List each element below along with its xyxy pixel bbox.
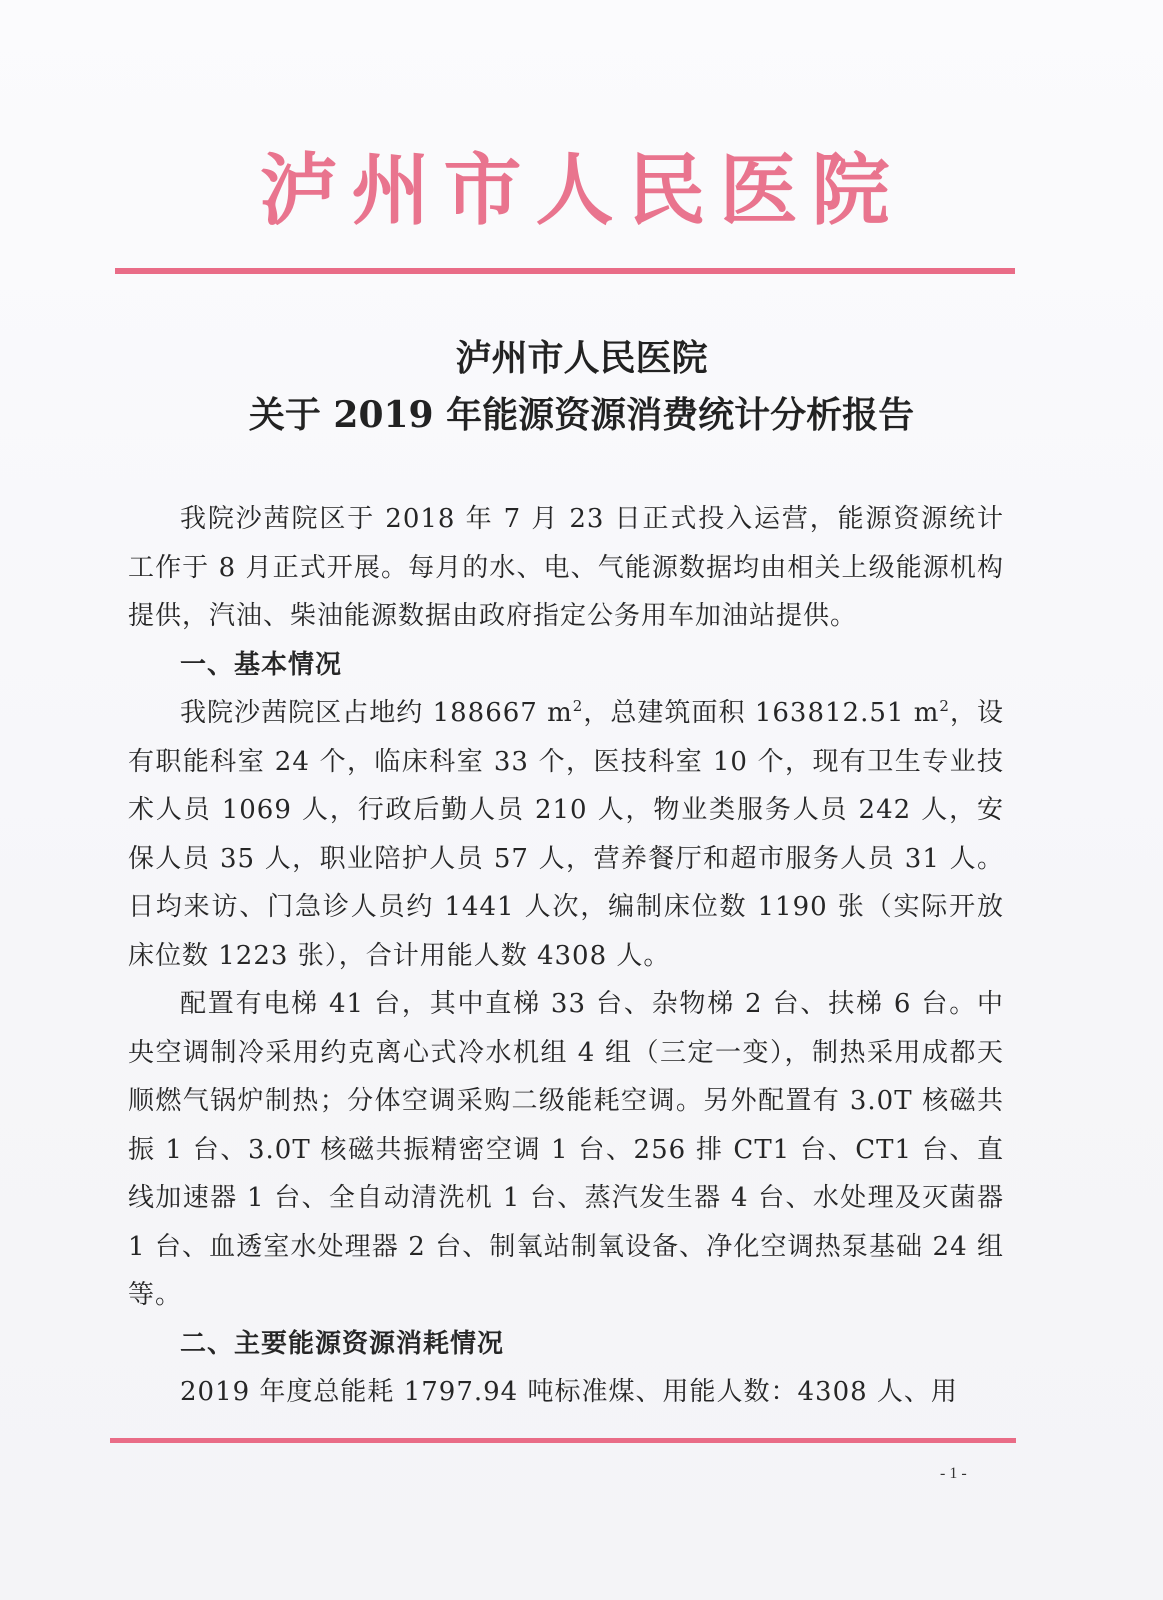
intro-paragraph: 我院沙茜院区于 2018 年 7 月 23 日正式投入运营，能源资源统计工作于 8 月正式开展。每月的水、电、气能源数据均由相关上级能源机构提供，汽油、柴油能源数据由政府指定公务用车加油站提供。 [128,504,1004,631]
section-1-heading: 一、基本情况 [180,649,343,680]
document-title-line-2: 关于 2019 年能源资源消费统计分析报告 [248,394,915,436]
document-title-line-1: 泸州市人民医院 [455,337,708,379]
superscript-2: 2 [572,697,584,715]
section-2-heading: 二、主要能源资源消耗情况 [180,1328,505,1359]
equipment-paragraph: 配置有电梯 41 台，其中直梯 33 台、杂物梯 2 台、扶梯 6 台。中央空调制冷采用约克离心式冷水机组 4 组（三定一变），制热采用成都天顺燃气锅炉制热；分体空调采购二级能耗空调。另外配置有 3.0T 核磁共振 1 台、3.0T 核磁共振精密空调 1 台、256 排 CT1 台、CT1 台、直线加速器 1 台、全自动清洗机 1 台、蒸汽发生器 4 台、水处理及灭菌器 1 台、血透室水处理器 2 台、制氧站制氧设备、净化空调热泵基础 24 组等。 [128,989,1004,1310]
basic-info-text-3: ，设有职能科室 24 个，临床科室 33 个，医技科室 10 个，现有卫生专业技术人员 1069 人，行政后勤人员 210 人，物业类服务人员 242 人，安保人员 35 人，职业陪护人员 57 人，营养餐厅和超市服务人员 31 人。日均来访、门急诊人员约 1441 人次，编制床位数 1190 张（实际开放床位数 1223 张），合计用能人数 4308 人。 [128,698,1004,971]
page-number: - 1 - [940,1465,967,1482]
letterhead-title: 泸州市人民医院 [259,145,904,236]
letterhead-divider [115,268,1015,274]
basic-info-text-2: ，总建筑面积 163812.51 m [583,698,940,728]
document-body [128,495,1004,1417]
consumption-paragraph: 2019 年度总能耗 1797.94 吨标准煤、用能人数：4308 人、用 [180,1377,958,1407]
basic-info-text-1: 我院沙茜院区占地约 188667 m [180,698,573,728]
superscript-2: 2 [939,697,950,715]
footer-divider [110,1438,1016,1443]
basic-info-paragraph [128,689,1004,980]
